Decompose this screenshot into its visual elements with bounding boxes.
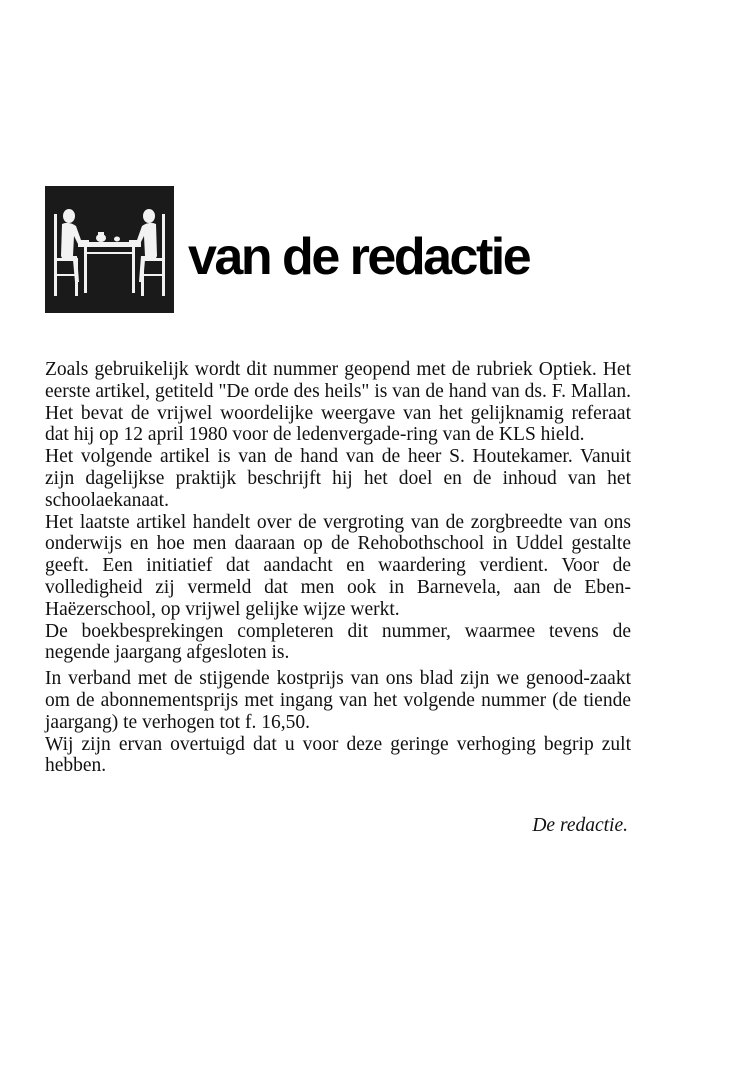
paragraph-price-increase: In verband met de stijgende kostprijs van ons blad zijn we genood-zaakt om de abonnementsprijs met ingang van het volgende nummer (de tiende jaargang) te verhogen tot f. 16,50. [45, 668, 631, 733]
paragraph-book-reviews: De boekbesprekingen completeren dit nummer, waarmee tevens de negende jaargang afgesloten is. [45, 620, 631, 664]
paragraph-third-article: Het laatste artikel handelt over de vergroting van de zorgbreedte van ons onderwijs en hoe men daaraan op de Rehobothschool in Uddel gestalte geeft. Een initiatief dat aandacht en waardering verdient. Voor de volledigheid zij vermeld dat men ook in Barnevela, aan de Eben-Haëzerschool, op vrijwel gelijke wijze werkt. [45, 511, 631, 620]
paragraph-second-article: Het volgende artikel is van de hand van de heer S. Houtekamer. Vanuit zijn dagelijkse praktijk beschrijft hij het doel en de inhoud van het schoolaekanaat. [45, 446, 631, 511]
page-title: van de redactie [188, 228, 530, 286]
paragraph-closing: Wij zijn ervan overtuigd dat u voor deze geringe verhoging begrip zult hebben. [45, 733, 631, 777]
paragraph-intro: Zoals gebruikelijk wordt dit nummer geopend met de rubriek Optiek. Het eerste artikel, getiteld "De orde des heils" is van de hand van ds. F. Mallan. Het bevat de vrijwel woordelijke weergave van het gelijknamig referaat dat hij op 12 april 1980 voor de ledenvergade-ring van de KLS hield. [45, 359, 631, 446]
signature: De redactie. [532, 815, 628, 836]
article-body [45, 359, 631, 777]
people-at-table-icon [45, 186, 174, 313]
